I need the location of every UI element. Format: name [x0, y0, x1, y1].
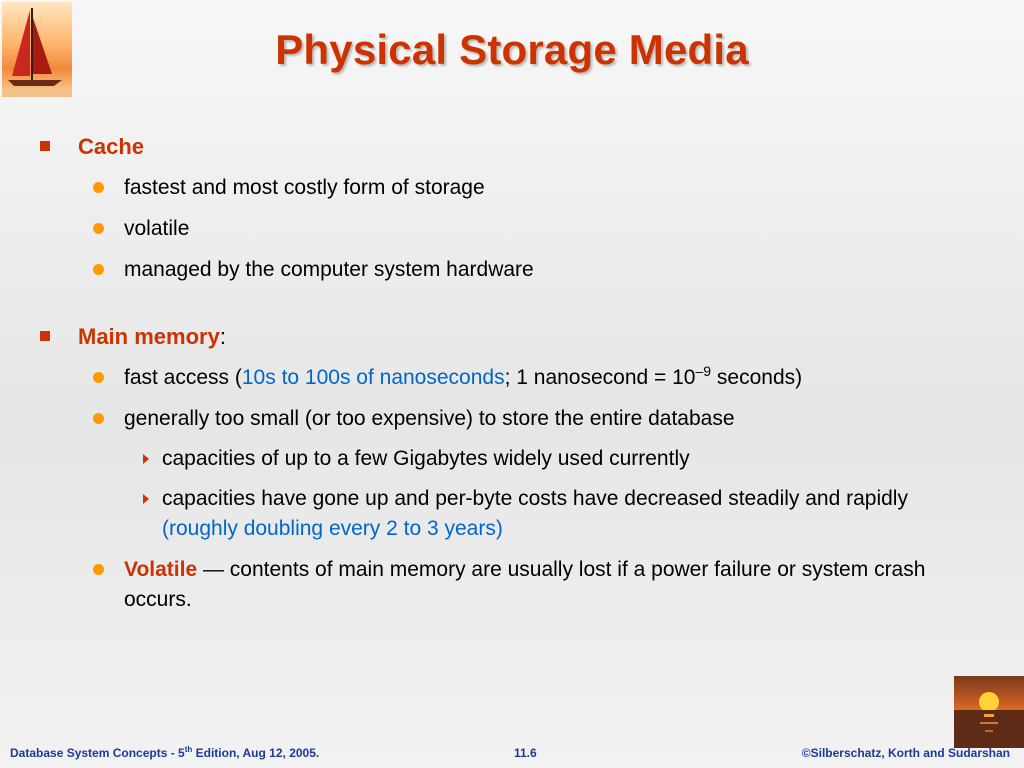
cache-item-text: fastest and most costly form of storage — [124, 176, 485, 199]
main-memory-heading-text: Main memory — [78, 324, 220, 349]
capacities-gb-text: capacities of up to a few Gigabytes widely used currently — [162, 447, 690, 470]
footer-edition-date: Edition, Aug 12, 2005. — [192, 746, 320, 760]
too-small-text: generally too small (or too expensive) to store the entire database — [124, 407, 735, 430]
fast-access-highlight: 10s to 100s of nanoseconds — [241, 366, 505, 389]
footer-edition-sup: th — [184, 745, 193, 754]
footer-copyright: ©Silberschatz, Korth and Sudarshan — [801, 746, 1010, 760]
footer-book-title — [10, 746, 319, 760]
main-memory-heading — [40, 322, 970, 352]
cache-item-text: volatile — [124, 217, 190, 240]
dot-bullet-icon — [93, 413, 104, 424]
dot-bullet-icon — [93, 182, 104, 193]
dot-bullet-icon — [93, 372, 104, 383]
volatile-label: Volatile — [124, 558, 198, 581]
footer-page-number: 11.6 — [514, 746, 537, 760]
cache-heading — [40, 132, 970, 162]
arrow-bullet-icon — [143, 494, 149, 504]
footer-book-name: Database System Concepts - 5 — [10, 746, 185, 760]
capacities-up-highlight: (roughly doubling every 2 to 3 years) — [162, 517, 503, 540]
fast-access-exponent: –9 — [695, 363, 712, 379]
volatile-text: — contents of main memory are usually lost if a power failure or system crash occurs. — [124, 558, 926, 611]
capacities-up-item — [40, 484, 970, 544]
square-bullet-icon — [40, 141, 50, 151]
heading-colon: : — [219, 324, 226, 349]
arrow-bullet-icon — [143, 454, 149, 464]
dot-bullet-icon — [93, 223, 104, 234]
cache-item — [40, 173, 970, 203]
capacities-up-text: capacities have gone up and per-byte costs have decreased steadily and rapidly — [162, 487, 908, 510]
cache-item-text: managed by the computer system hardware — [124, 258, 534, 281]
dot-bullet-icon — [93, 564, 104, 575]
dot-bullet-icon — [93, 264, 104, 275]
sunset-decoration-icon — [954, 676, 1024, 748]
cache-heading-text: Cache — [78, 134, 145, 159]
fast-access-suffix: seconds) — [711, 366, 803, 389]
too-small-item — [40, 404, 970, 434]
volatile-item — [40, 555, 970, 615]
square-bullet-icon — [40, 331, 50, 341]
fast-access-middle: ; 1 nanosecond = 10 — [504, 366, 696, 389]
cache-item — [40, 255, 970, 285]
fast-access-prefix: fast access ( — [124, 366, 242, 389]
capacities-gb-item — [40, 444, 970, 474]
cache-item — [40, 214, 970, 244]
slide-title: Physical Storage Media — [275, 26, 749, 73]
slide-content — [40, 132, 970, 615]
fast-access-item — [40, 363, 970, 393]
